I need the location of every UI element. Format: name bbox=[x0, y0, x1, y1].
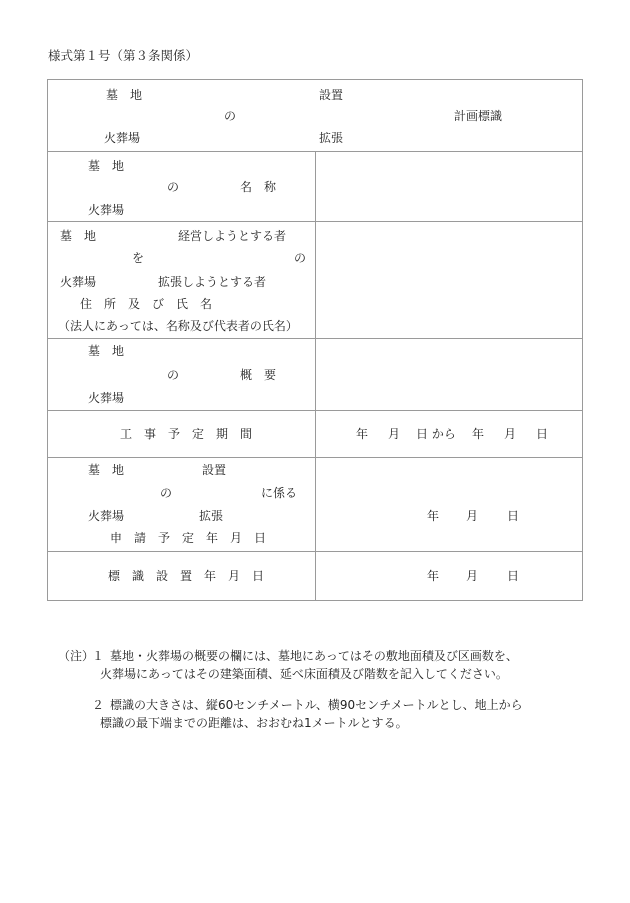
name-kasouba: 火葬場 bbox=[88, 203, 125, 217]
period-nen2: 年 bbox=[472, 427, 485, 441]
period-nen1: 年 bbox=[356, 427, 369, 441]
form-number: 様式第１号（第３条関係） bbox=[48, 48, 199, 63]
application-kasouba: 火葬場 bbox=[88, 509, 125, 523]
title-kasouba: 火葬場 bbox=[104, 131, 141, 145]
name-bochi: 墓 地 bbox=[88, 159, 125, 173]
application-tsuki: 月 bbox=[466, 509, 479, 523]
application-bochi: 墓 地 bbox=[88, 463, 125, 477]
operator-corp-note: （法人にあっては、名称及び代表者の氏名） bbox=[58, 319, 298, 333]
period-label: 工 事 予 定 期 間 bbox=[120, 427, 253, 441]
period-tsuki2: 月 bbox=[504, 427, 517, 441]
application-ni-kakaru: に係る bbox=[261, 486, 298, 500]
application-kakuchou: 拡張 bbox=[199, 509, 224, 523]
overview-bochi: 墓 地 bbox=[88, 344, 125, 358]
name-label: 名 称 bbox=[240, 180, 277, 194]
overview-no: の bbox=[167, 368, 180, 382]
overview-kasouba: 火葬場 bbox=[88, 391, 125, 405]
operator-kasouba: 火葬場 bbox=[60, 275, 97, 289]
sign-label: 標 識 設 置 年 月 日 bbox=[108, 569, 265, 583]
operator-keiei: 経営しようとする者 bbox=[178, 229, 287, 243]
notes-prefix: （注） bbox=[58, 649, 95, 663]
sign-tsuki: 月 bbox=[466, 569, 479, 583]
form-table bbox=[47, 79, 583, 601]
operator-wo: を bbox=[132, 251, 145, 265]
application-secchi: 設置 bbox=[202, 463, 227, 477]
application-label: 申 請 予 定 年 月 日 bbox=[110, 531, 267, 545]
note2-number: ２ bbox=[92, 698, 105, 712]
note1-line1: 墓地・火葬場の概要の欄には、墓地にあってはその敷地面積及び区画数を、 bbox=[110, 649, 518, 663]
application-nen: 年 bbox=[427, 509, 440, 523]
title-kakuchou: 拡張 bbox=[319, 131, 344, 145]
period-hi-kara: 日 から bbox=[416, 427, 456, 441]
note2-line1: 標識の大きさは、縦60センチメートル、横90センチメートルとし、地上から bbox=[110, 698, 523, 712]
application-no: の bbox=[160, 486, 173, 500]
period-tsuki1: 月 bbox=[388, 427, 401, 441]
note2-line2: 標識の最下端までの距離は、おおむね1メートルとする。 bbox=[100, 716, 408, 730]
title-bochi: 墓 地 bbox=[106, 88, 143, 102]
operator-bochi: 墓 地 bbox=[60, 229, 97, 243]
period-hi2: 日 bbox=[536, 427, 549, 441]
title-keikaku-hyoushiki: 計画標識 bbox=[454, 109, 503, 123]
overview-label: 概 要 bbox=[240, 368, 277, 382]
note1-number: １ bbox=[92, 649, 105, 663]
sign-hi: 日 bbox=[507, 569, 520, 583]
title-no: の bbox=[224, 109, 237, 123]
note1-line2: 火葬場にあってはその建築面積、延べ床面積及び階数を記入してください。 bbox=[100, 667, 508, 681]
column-divider bbox=[315, 151, 316, 601]
application-hi: 日 bbox=[507, 509, 520, 523]
name-no: の bbox=[167, 180, 180, 194]
operator-address-name: 住 所 及 び 氏 名 bbox=[80, 297, 213, 311]
operator-no: の bbox=[294, 251, 307, 265]
operator-kakuchou: 拡張しようとする者 bbox=[158, 275, 267, 289]
sign-nen: 年 bbox=[427, 569, 440, 583]
title-secchi: 設置 bbox=[319, 88, 344, 102]
